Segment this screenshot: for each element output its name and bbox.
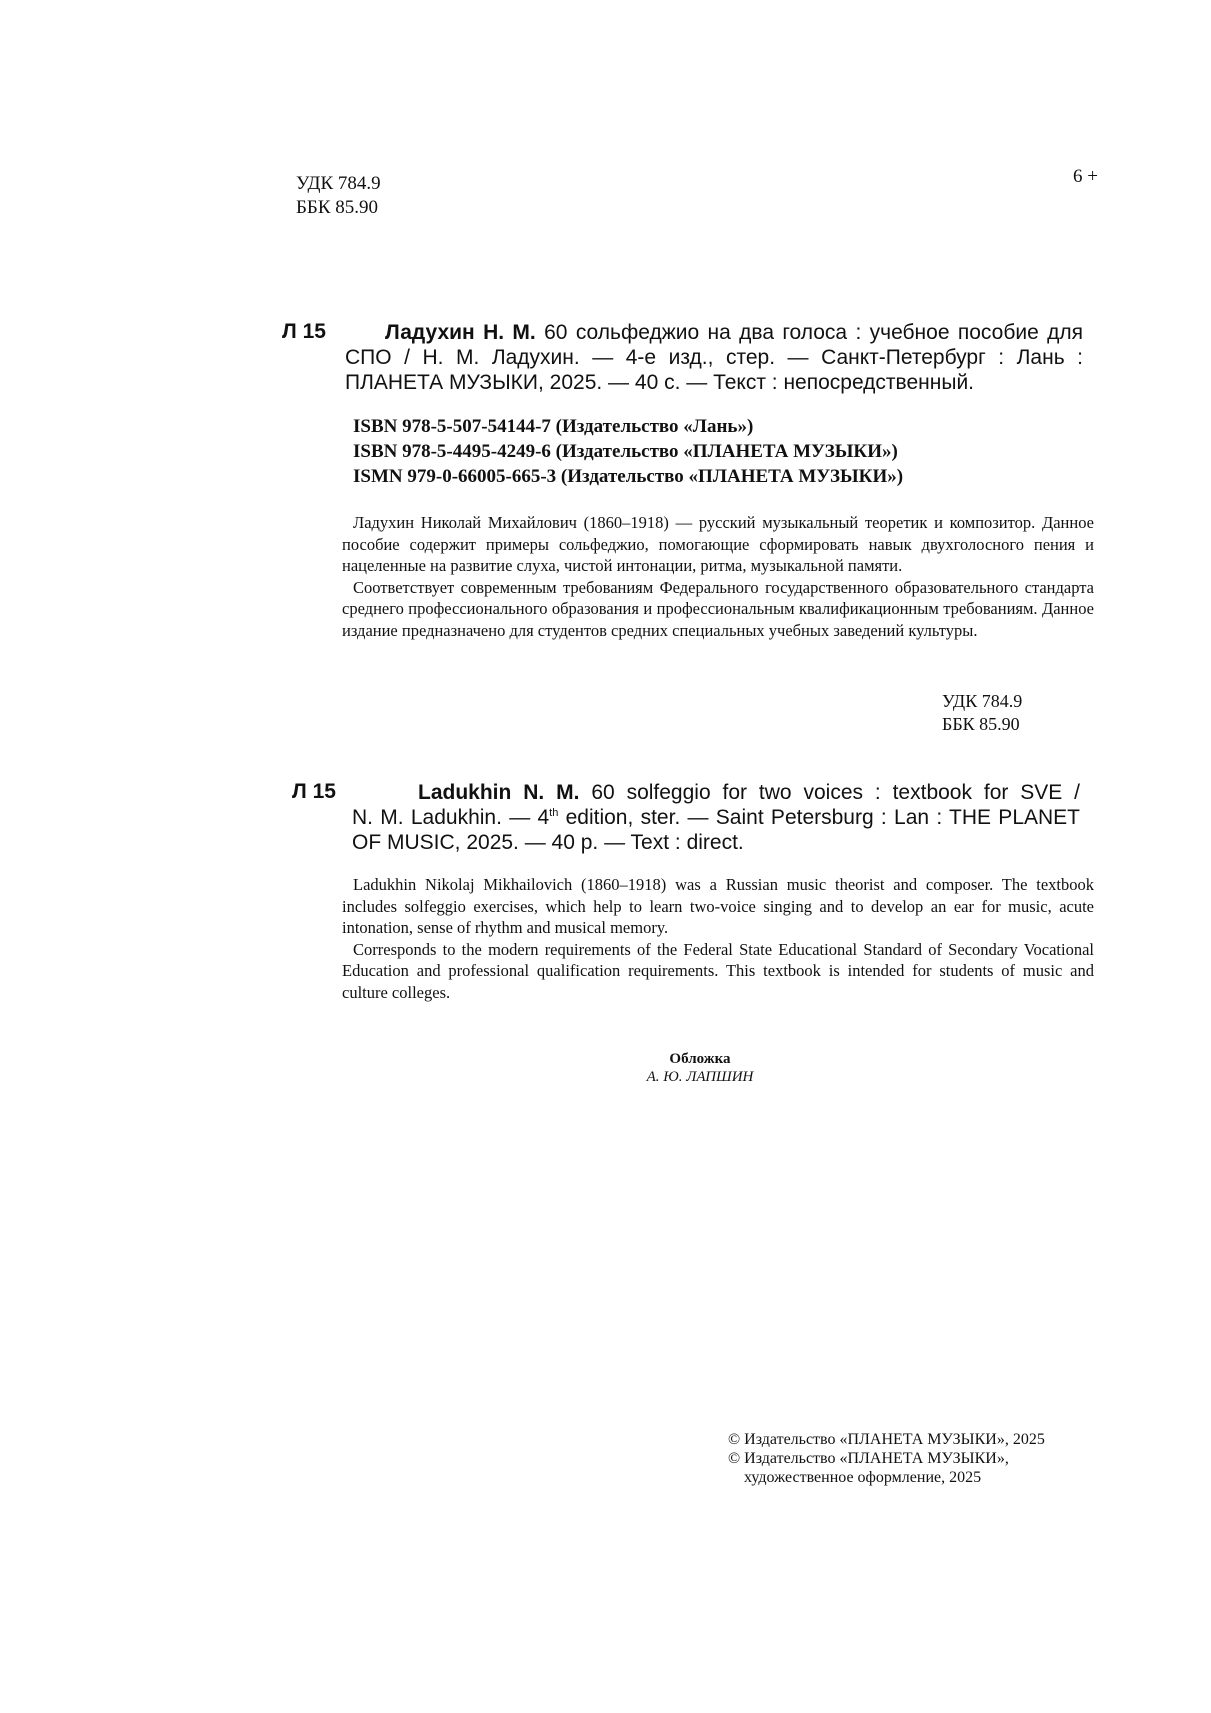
ru-entry-line-2: СПО / Н. М. Ладухин. — 4-е изд., стер. — Санкт-Петербург : Лань : xyxy=(345,346,1083,369)
ru-annotation xyxy=(342,512,1094,641)
en-entry-line-2-end: edition, ster. — Saint Petersburg : Lan : THE PLANET xyxy=(558,806,1081,829)
copyright-line-2: © Издательство «ПЛАНЕТА МУЗЫКИ», xyxy=(728,1450,1009,1467)
en-annotation-paragraph-1: Ladukhin Nikolaj Mikhailovich (1860–1918) was a Russian music theorist and composer. The textbook includes solfeggio exercises, which help to learn two-voice singing and to develop an ear for music, acute intonation, sense of rhythm and musical memory. xyxy=(342,875,1094,937)
copyright-line-3: художественное оформление, 2025 xyxy=(744,1469,982,1486)
en-entry-line-2-start: N. M. Ladukhin. — 4 xyxy=(352,806,550,829)
en-entry-title: 60 solfeggio for two voices : textbook for SVE / xyxy=(579,781,1081,804)
ru-bibliographic-entry xyxy=(345,320,1083,395)
ru-entry-line-3: ПЛАНЕТА МУЗЫКИ, 2025. — 40 с. — Текст : непосредственный. xyxy=(345,371,975,394)
en-entry-line-3: OF MUSIC, 2025. — 40 p. — Text : direct. xyxy=(352,831,744,854)
ru-annotation-paragraph-2: Соответствует современным требованиям Федерального государственного образовательного стандарта среднего профессионального образования и профессиональным квалификационным требованиям. Данное издание предназначено для студентов средних специальных учебных заведений культуры. xyxy=(342,577,1094,640)
en-entry-line-2 xyxy=(352,805,1080,830)
bbk-code: ББК 85.90 xyxy=(942,714,1020,734)
en-annotation-paragraph-2: Corresponds to the modern requirements of the Federal State Educational Standard of Secondary Vocational Education and professional qualification requirements. This textbook is intended for students of music and culture colleges. xyxy=(342,939,1094,1002)
identifier-list xyxy=(353,414,903,489)
age-rating: 6 + xyxy=(1073,166,1098,187)
bbk-code: ББК 85.90 xyxy=(296,197,378,218)
cover-credit-name: А. Ю. ЛАПШИН xyxy=(646,1069,754,1085)
ru-annotation-paragraph-1: Ладухин Николай Михайлович (1860–1918) — русский музыкальный теоретик и композитор. Данное пособие содержит примеры сольфеджио, помогающие сформировать навык двухголосного пения и нацеленные на развитие слуха, чистой интонации, ритма, музыкальной памяти. xyxy=(342,513,1094,575)
ru-entry-line-1 xyxy=(0,320,1083,345)
isbn-planeta: ISBN 978-5-4495-4249-6 (Издательство «ПЛАНЕТА МУЗЫКИ») xyxy=(353,441,898,462)
classification-codes-top xyxy=(296,172,381,220)
udk-code: УДК 784.9 xyxy=(296,173,381,194)
en-entry-label: Л 15 xyxy=(292,780,336,803)
en-bibliographic-entry xyxy=(352,780,1080,855)
copyright-notice xyxy=(728,1430,1045,1487)
copyright-line-1: © Издательство «ПЛАНЕТА МУЗЫКИ», 2025 xyxy=(728,1431,1045,1448)
ru-entry-author: Ладухин Н. М. xyxy=(385,321,536,344)
en-entry-line-1 xyxy=(352,780,1080,805)
en-annotation xyxy=(342,874,1094,1003)
classification-codes-bottom xyxy=(942,690,1022,736)
ru-entry-title: 60 сольфеджио на два голоса : учебное пособие для xyxy=(535,321,1083,344)
ru-entry-label: Л 15 xyxy=(282,320,326,343)
ismn-planeta: ISMN 979-0-66005-665-3 (Издательство «ПЛАНЕТА МУЗЫКИ») xyxy=(353,466,904,487)
isbn-lan: ISBN 978-5-507-54144-7 (Издательство «Лань») xyxy=(353,416,754,437)
udk-code: УДК 784.9 xyxy=(942,691,1023,711)
en-entry-author: Ladukhin N. M. xyxy=(418,781,580,804)
cover-credit-title: Обложка xyxy=(669,1051,731,1067)
edition-superscript: th xyxy=(549,807,559,819)
